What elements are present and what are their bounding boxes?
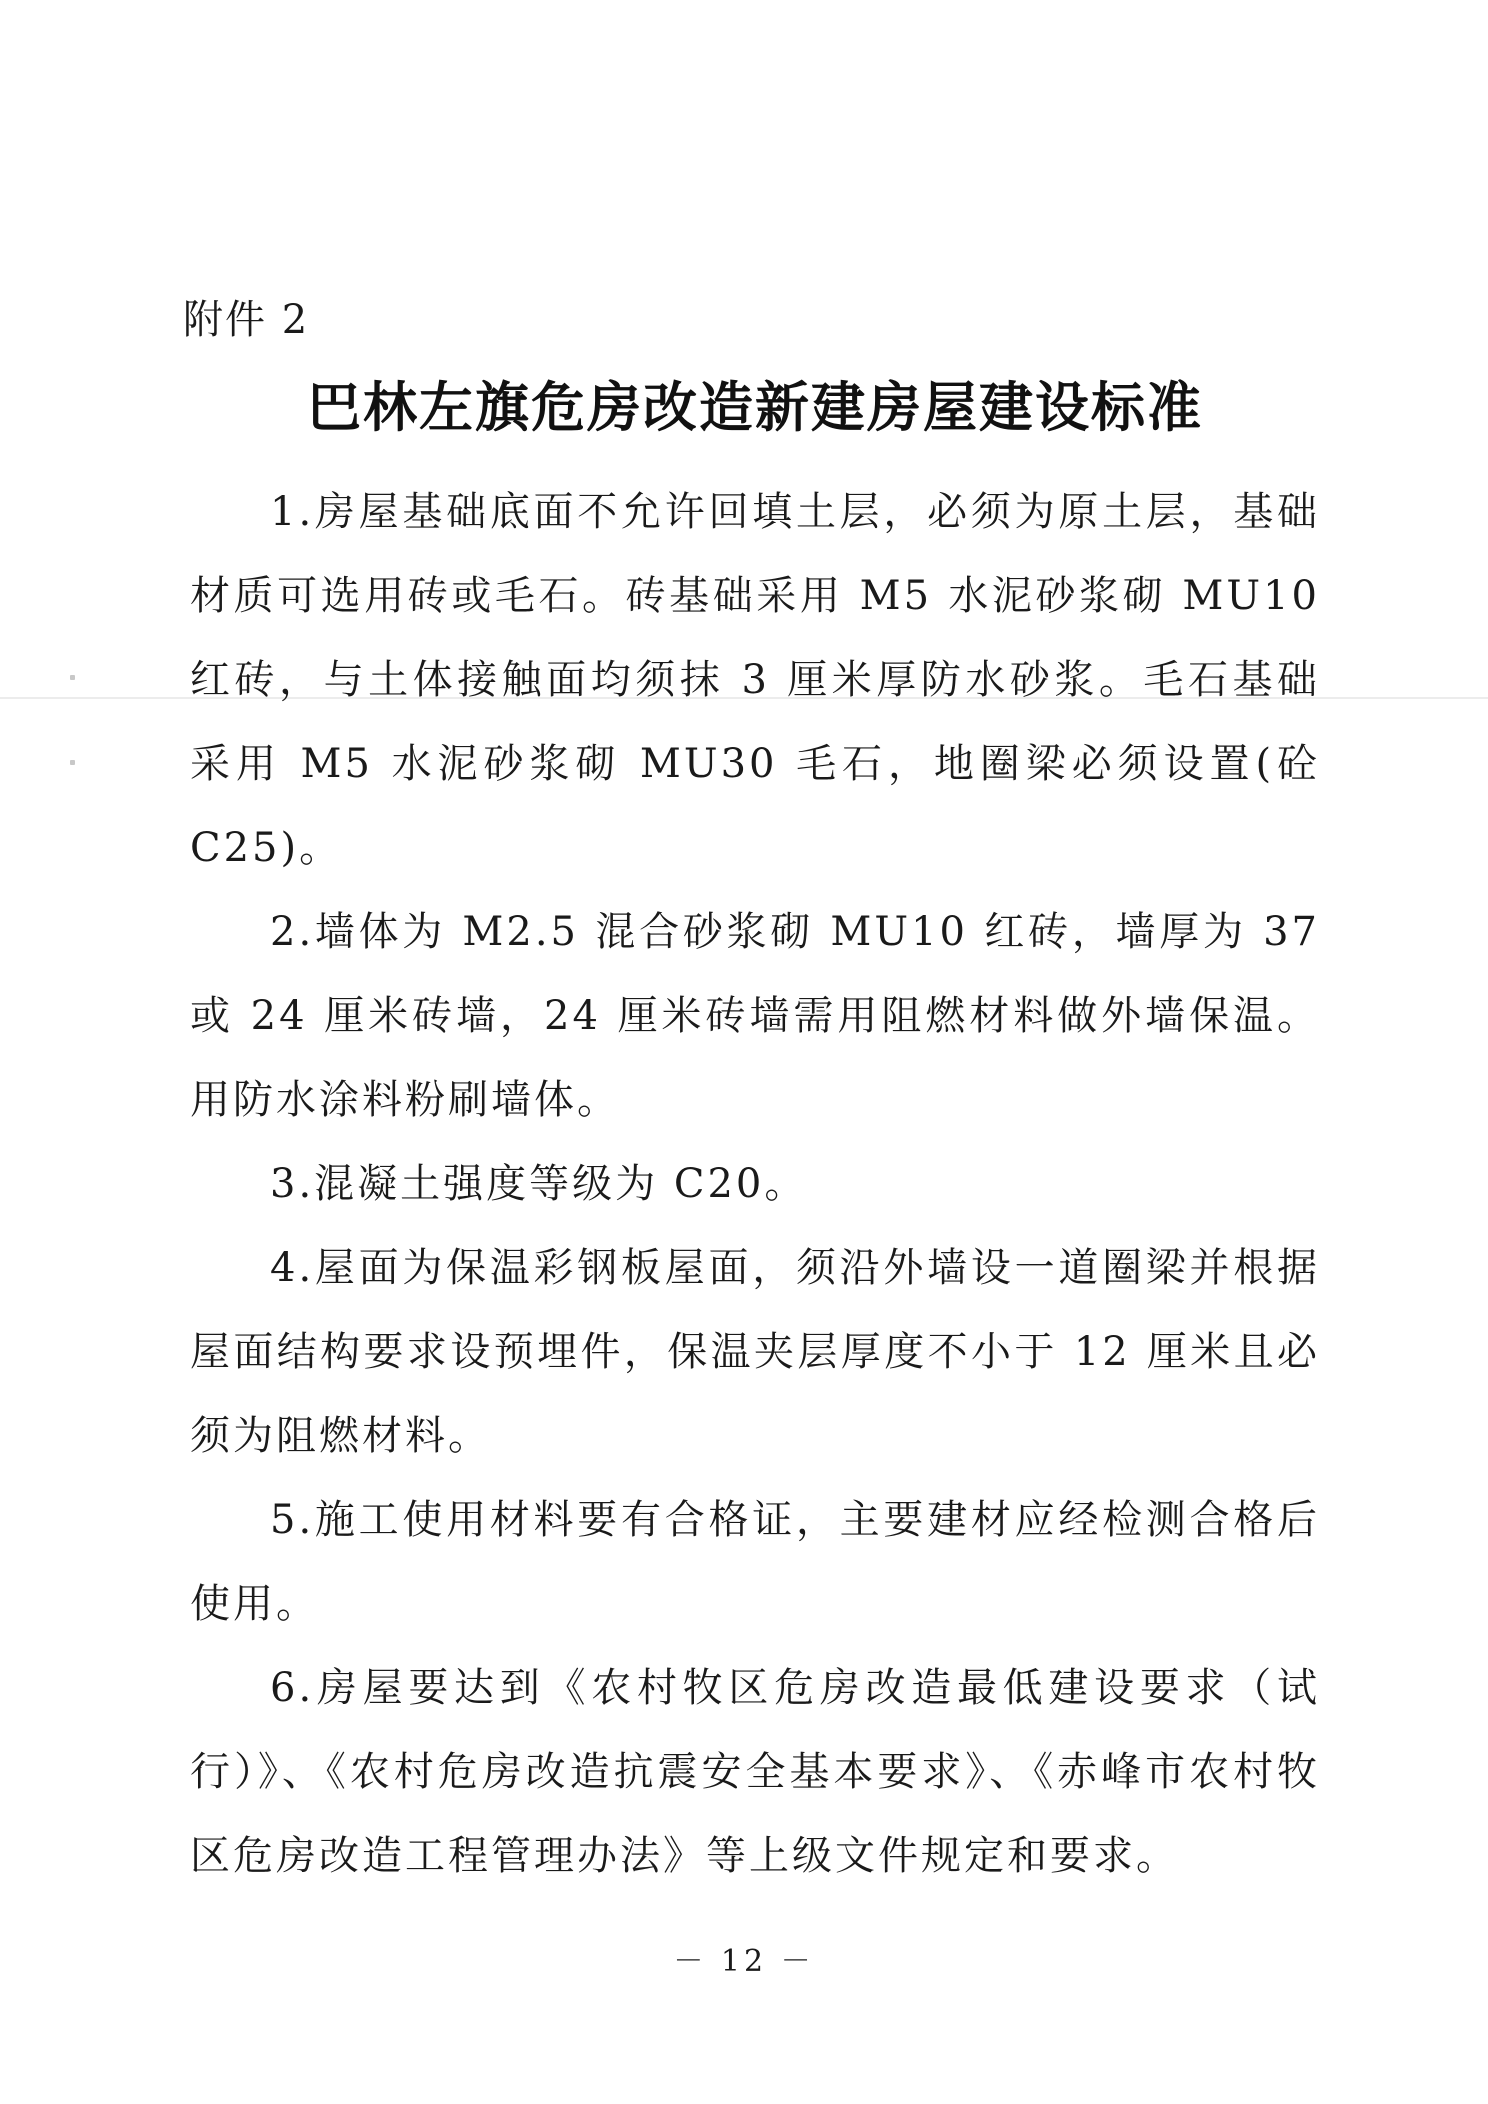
scan-artifact-dot	[70, 760, 75, 765]
paragraph-5: 5.施工使用材料要有合格证，主要建材应经检测合格后使用。	[190, 1497, 1320, 1627]
document-title: 巴林左旗危房改造新建房屋建设标准	[307, 376, 1203, 439]
paragraph-3: 3.混凝土强度等级为 C20。	[270, 1161, 808, 1207]
document-body	[190, 470, 1320, 1898]
paragraph-1: 1.房屋基础底面不允许回填土层，必须为原土层，基础材质可选用砖或毛石。砖基础采用 M5 水泥砂浆砌 MU10 红砖，与土体接触面均须抹 3 厘米厚防水砂浆。毛石基础采用 M5 水泥砂浆砌 MU30 毛石，地圈梁必须设置(砼 C25)。	[190, 489, 1320, 871]
attachment-label: 附件 2	[183, 297, 310, 343]
paragraph-4: 4.屋面为保温彩钢板屋面，须沿外墙设一道圈梁并根据屋面结构要求设预埋件，保温夹层厚度不小于 12 厘米且必须为阻燃材料。	[190, 1245, 1320, 1459]
scan-artifact-dot	[70, 675, 75, 680]
paragraph-2: 2.墙体为 M2.5 混合砂浆砌 MU10 红砖，墙厚为 37 或 24 厘米砖墙，24 厘米砖墙需用阻燃材料做外墙保温。用防水涂料粉刷墙体。	[190, 909, 1320, 1123]
page-number: － 12 －	[673, 1944, 815, 1979]
paragraph-6: 6.房屋要达到《农村牧区危房改造最低建设要求（试行）》、《农村危房改造抗震安全基本要求》、《赤峰市农村牧区危房改造工程管理办法》等上级文件规定和要求。	[190, 1665, 1320, 1879]
